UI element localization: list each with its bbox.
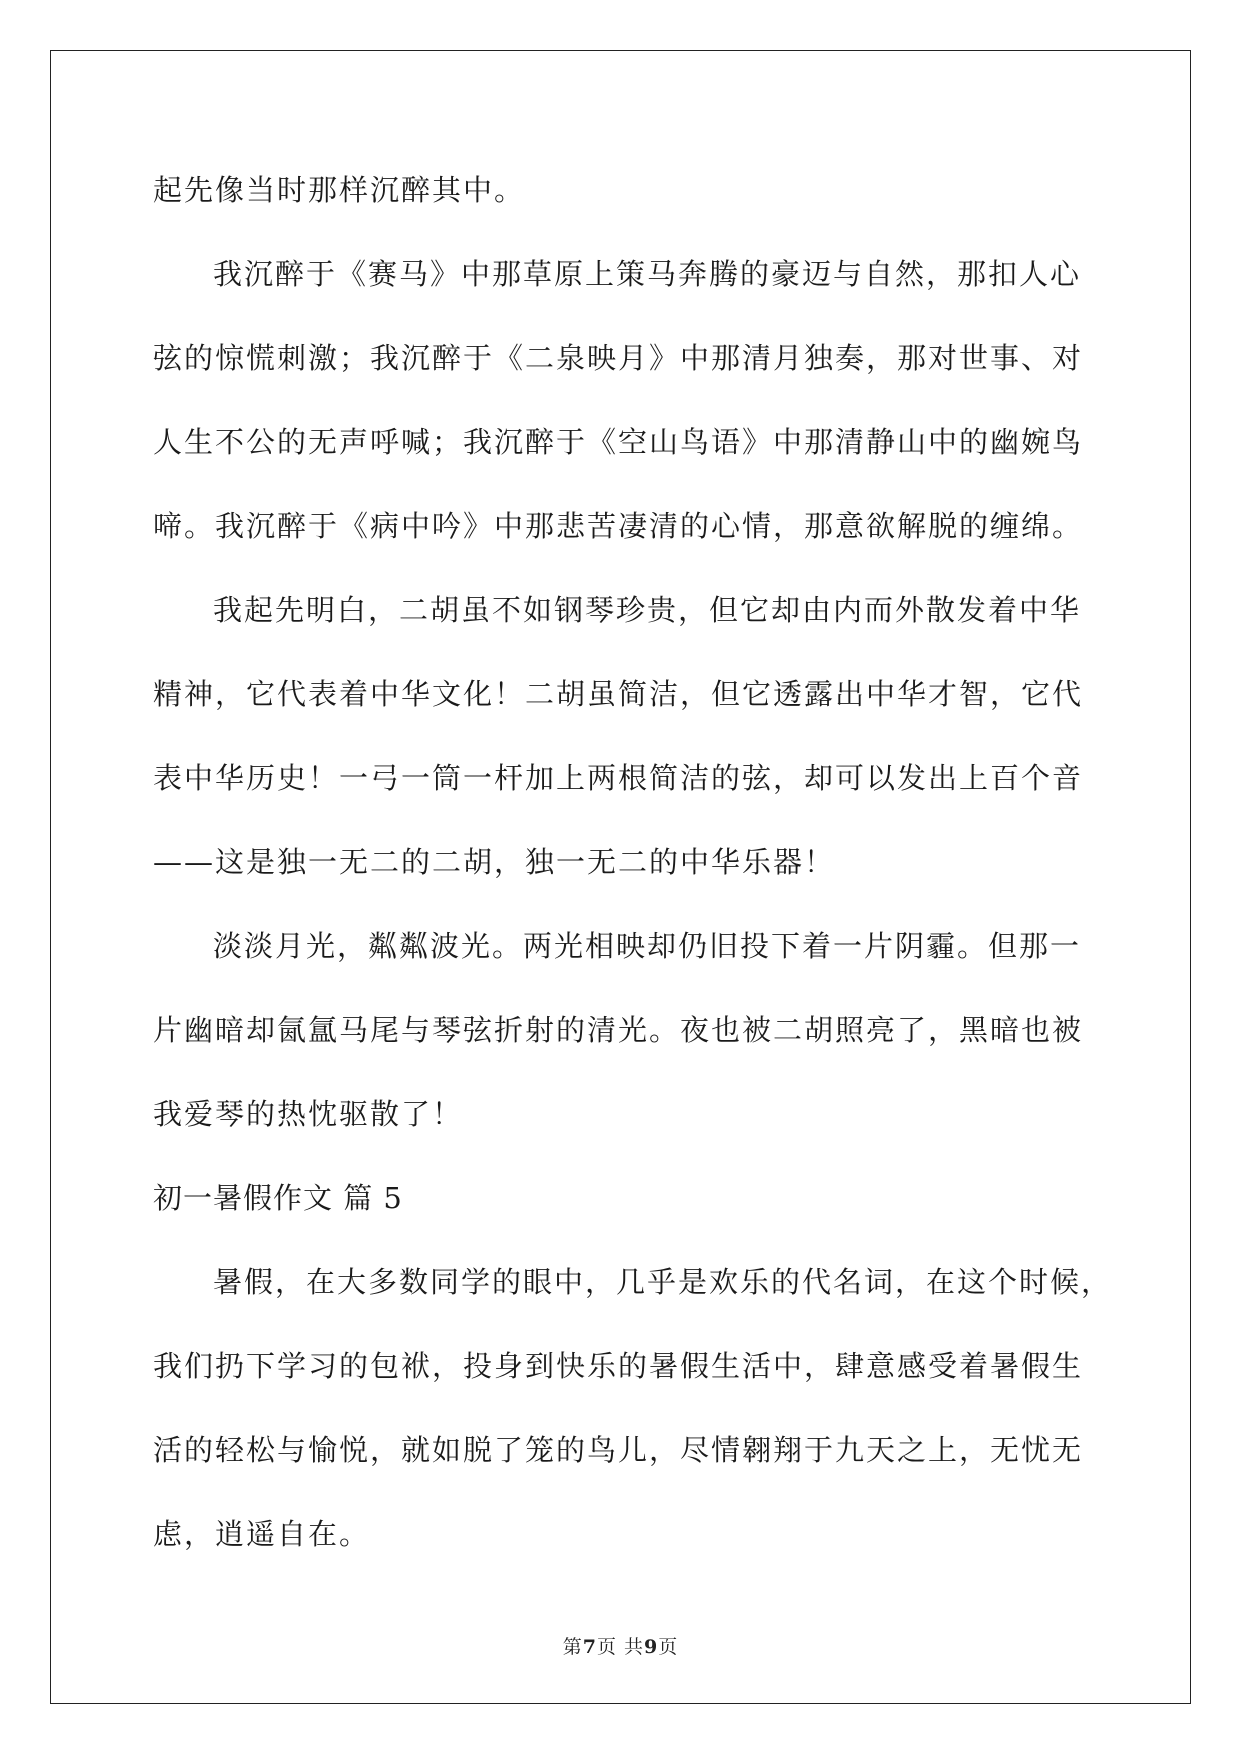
current-page-number: 7 bbox=[582, 1636, 597, 1658]
document-body bbox=[153, 160, 1113, 1588]
footer-suffix: 页 bbox=[658, 1636, 679, 1658]
total-page-number: 9 bbox=[644, 1636, 659, 1658]
text-line: 精神，它代表着中华文化！二胡虽简洁，但它透露出中华才智，它代 bbox=[153, 677, 1084, 711]
paragraph-start: 淡淡月光，粼粼波光。两光相映却仍旧投下着一片阴霾。但那一 bbox=[213, 929, 1082, 963]
text-line: 虑，逍遥自在。 bbox=[153, 1517, 371, 1551]
text-line: 弦的惊慌刺激；我沉醉于《二泉映月》中那清月独奏，那对世事、对 bbox=[153, 341, 1084, 375]
text-line: ——这是独一无二的二胡，独一无二的中华乐器！ bbox=[153, 845, 836, 879]
text-line: 起先像当时那样沉醉其中。 bbox=[153, 173, 526, 207]
text-line: 我们扔下学习的包袱，投身到快乐的暑假生活中，肆意感受着暑假生 bbox=[153, 1349, 1084, 1383]
text-line: 表中华历史！一弓一筒一杆加上两根简洁的弦，却可以发出上百个音 bbox=[153, 761, 1084, 795]
footer-mid: 页 共 bbox=[596, 1636, 645, 1658]
page-footer bbox=[0, 1632, 1241, 1659]
section-heading: 初一暑假作文 篇 5 bbox=[153, 1181, 403, 1215]
text-line: 我爱琴的热忱驱散了！ bbox=[153, 1097, 464, 1131]
footer-prefix: 第 bbox=[562, 1636, 583, 1658]
paragraph-start: 我起先明白，二胡虽不如钢琴珍贵，但它却由内而外散发着中华 bbox=[213, 593, 1082, 627]
text-line: 活的轻松与愉悦，就如脱了笼的鸟儿，尽情翱翔于九天之上，无忧无 bbox=[153, 1433, 1084, 1467]
paragraph-start: 暑假，在大多数同学的眼中，几乎是欢乐的代名词，在这个时候， bbox=[213, 1265, 1113, 1299]
text-line: 片幽暗却氤氲马尾与琴弦折射的清光。夜也被二胡照亮了，黑暗也被 bbox=[153, 1013, 1084, 1047]
paragraph-start: 我沉醉于《赛马》中那草原上策马奔腾的豪迈与自然，那扣人心 bbox=[213, 257, 1082, 291]
text-line: 啼。我沉醉于《病中吟》中那悲苦凄清的心情，那意欲解脱的缠绵。 bbox=[153, 509, 1084, 543]
text-line: 人生不公的无声呼喊；我沉醉于《空山鸟语》中那清静山中的幽婉鸟 bbox=[153, 425, 1084, 459]
